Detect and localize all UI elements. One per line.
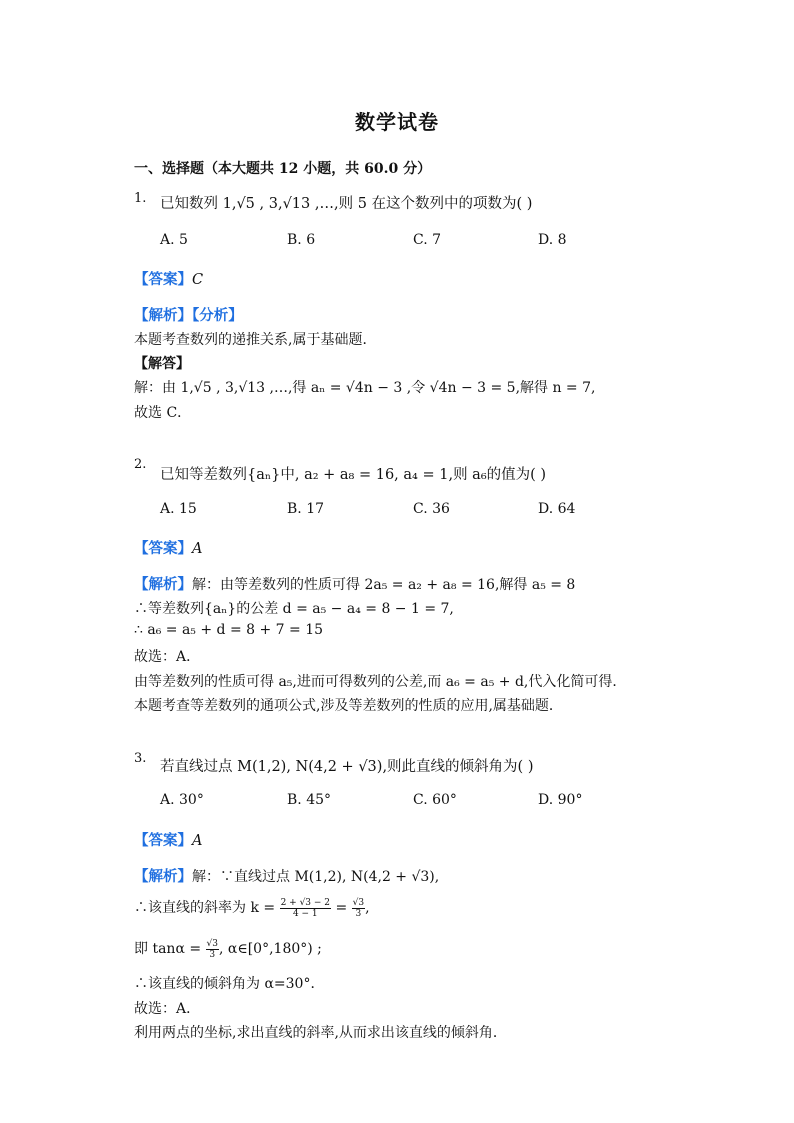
q2-analysis-line1: 【解析】解：由等差数列的性质可得 2a₅ = a₂ + a₈ = 16,解得 a₅ = 8: [134, 576, 576, 593]
q3-analysis-line2: ∴该直线的斜率为 k = $\frac{2 + √3 - 2}{4 - 1}$ = $\frac{√3}{3}$ ,: [134, 897, 370, 919]
q2-analysis-line5: 由等差数列的性质可得 a₅,进而可得数列的公差,而 a₆ = a₅ + d,代入化简可得．: [134, 674, 627, 690]
q3-analysis-line3: 即 tanα = $\frac{√3}{3}$ , α∈[0°,180°) ;: [134, 938, 322, 960]
q2-analysis-line2: ∴等差数列{aₙ}的公差 d = a₅ − a₄ = 8 − 1 = 7,: [134, 601, 454, 617]
q1-option-d: D. 8: [538, 232, 567, 248]
q1-answer: [134, 268, 203, 289]
q3-option-c: C. 60°: [413, 792, 457, 808]
q1-stem: 已知数列 1,√5 , 3,√13 ,…,则 5 在这个数列中的项数为( ): [160, 196, 533, 212]
q2-analysis-line6: 本题考查等差数列的通项公式,涉及等差数列的性质的应用,属基础题．: [134, 698, 563, 714]
q2-stem: 已知等差数列{aₙ}中, a₂ + a₈ = 16, a₄ = 1,则 a₆的值为( ): [160, 467, 547, 483]
q1-analysis-label: 【解析】【分析】: [134, 307, 243, 324]
q2-answer-value: A: [192, 541, 203, 557]
q2-option-a: A. 15: [160, 501, 197, 517]
q3-analysis-label: 【解析】: [134, 868, 192, 885]
slope-fraction: $\frac{2 + √3 - 2}{4 - 1}$: [280, 897, 331, 919]
q1-solution-line2: 故选 C．: [134, 405, 192, 421]
q1-option-a: A. 5: [160, 232, 188, 248]
q1-solution-label: 【解答】: [134, 356, 190, 372]
q2-number: 2.: [134, 457, 147, 472]
slope-result-fraction: $\frac{√3}{3}$: [352, 897, 365, 919]
q1-number: 1.: [134, 191, 147, 206]
q3-answer-label: 【答案】: [134, 832, 192, 849]
q1-analysis-text: 本题考查数列的递推关系,属于基础题．: [134, 332, 377, 348]
q1-answer-label: 【答案】: [134, 271, 192, 288]
q2-analysis-label: 【解析】: [134, 576, 192, 593]
section-heading: 一、选择题（本大题共 12 小题，共 60.0 分）: [134, 161, 432, 177]
q3-analysis-line6: 利用两点的坐标,求出直线的斜率,从而求出该直线的倾斜角．: [134, 1025, 507, 1041]
q3-stem: 若直线过点 M(1,2), N(4,2 + √3),则此直线的倾斜角为( ): [160, 759, 534, 775]
q2-option-d: D. 64: [538, 501, 576, 517]
q2-answer: [134, 537, 202, 558]
page-title: 数学试卷: [355, 110, 439, 134]
q2-option-c: C. 36: [413, 501, 450, 517]
tan-fraction: $\frac{√3}{3}$: [206, 938, 218, 960]
q2-option-b: B. 17: [287, 501, 325, 517]
q1-option-c: C. 7: [413, 232, 442, 248]
q3-answer: [134, 829, 202, 850]
q3-number: 3.: [134, 751, 147, 766]
q3-answer-value: A: [192, 833, 203, 849]
q3-option-b: B. 45°: [287, 792, 332, 808]
q3-analysis-line1: 【解析】解：∵直线过点 M(1,2), N(4,2 + √3),: [134, 868, 440, 885]
q2-answer-label: 【答案】: [134, 540, 192, 557]
q1-option-b: B. 6: [287, 232, 316, 248]
q2-analysis-line4: 故选：A．: [134, 649, 201, 665]
q3-analysis-line4: ∴该直线的倾斜角为 α=30°．: [134, 976, 325, 992]
q3-option-d: D. 90°: [538, 792, 583, 808]
q1-answer-value: C: [192, 272, 204, 288]
q1-solution-line1: 解：由 1,√5 , 3,√13 ,…,得 aₙ = √4n − 3 ,令 √4n − 3 = 5,解得 n = 7,: [134, 380, 596, 396]
q3-analysis-line5: 故选：A．: [134, 1001, 201, 1017]
q2-analysis-line3: ∴ a₆ = a₅ + d = 8 + 7 = 15: [134, 622, 324, 638]
q3-option-a: A. 30°: [160, 792, 204, 808]
